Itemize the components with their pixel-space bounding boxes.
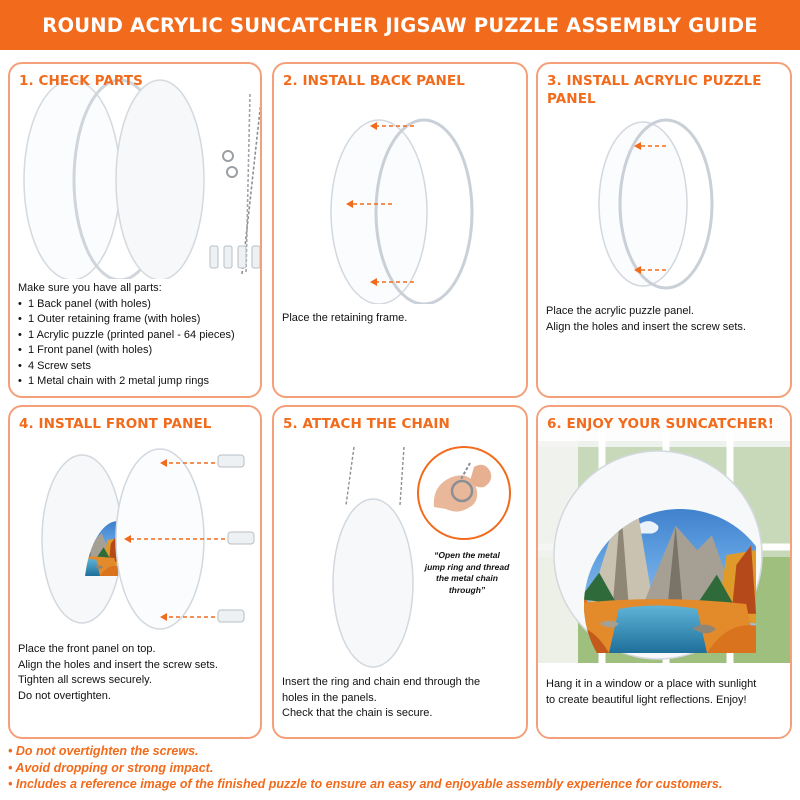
step-3-text [546, 304, 784, 335]
step-4-text [18, 642, 254, 704]
step-1-card [8, 62, 262, 398]
note-item: • Avoid dropping or strong impact. [8, 760, 214, 775]
instruction-line: Align the holes and insert the screw sets. [18, 658, 218, 671]
instruction-line: Place the retaining frame. [282, 312, 408, 324]
instruction-line: Hang it in a window or a place with sunlight [546, 678, 757, 690]
instruction-line: to create beautiful light reflections. Enjoy! [546, 693, 747, 706]
step-title: 4. INSTALL FRONT PANEL [19, 416, 212, 432]
parts-illustration [10, 64, 262, 279]
instruction-line: Check that the chain is secure. [282, 707, 433, 719]
step-title: 2. INSTALL BACK PANEL [283, 73, 465, 89]
step-title: 3. INSTALL ACRYLIC PUZZLE PANEL [547, 73, 762, 107]
step-6-text [546, 677, 784, 708]
instruction-line: Insert the ring and chain end through the [282, 676, 481, 688]
jump-ring-quote: “Open the metal jump ring and thread the metal chain through” [424, 550, 510, 595]
header-banner [0, 0, 800, 50]
step-5-card [272, 405, 528, 739]
note-item: • Includes a reference image of the finished puzzle to ensure an easy and enjoyable assembly experience for customers. [8, 777, 723, 791]
step-6-card [536, 405, 792, 739]
step-1-text [18, 281, 254, 390]
chain-illustration [274, 407, 528, 673]
step-title: 1. CHECK PARTS [19, 73, 143, 89]
step-3-card [536, 62, 792, 398]
instruction-line: Tighten all screws securely. [18, 674, 152, 686]
guide-title: ROUND ACRYLIC SUNCATCHER JIGSAW PUZZLE ASSEMBLY GUIDE [42, 13, 758, 37]
jump-ring-closeup-icon [418, 447, 510, 539]
step-2-text [282, 311, 520, 327]
step-title: 6. ENJOY YOUR SUNCATCHER! [547, 416, 775, 432]
instruction-line: Place the acrylic puzzle panel. [546, 305, 694, 317]
metal-chain-icon [346, 447, 404, 505]
finished-suncatcher-icon [554, 451, 762, 659]
jump-rings-icon [223, 151, 237, 177]
note-item: • Do not overtighten the screws. [8, 744, 199, 758]
instruction-line: Place the front panel on top. [18, 643, 156, 655]
screw-sets-icon [210, 246, 260, 268]
parts-intro: Make sure you have all parts: [18, 282, 162, 294]
front-panel-illustration [10, 407, 262, 639]
part-item: • 1 Metal chain with 2 metal jump rings [18, 374, 254, 390]
back-panel-disc-icon [24, 80, 120, 279]
step-4-card [8, 405, 262, 739]
back-panel-disc-icon [331, 120, 427, 304]
part-item: • 1 Acrylic puzzle (printed panel - 64 pieces) [18, 328, 254, 344]
step-2-card [272, 62, 528, 398]
instruction-line: Align the holes and insert the screw sets. [546, 320, 746, 333]
part-item: • 1 Front panel (with holes) [18, 343, 254, 359]
part-item: • 1 Outer retaining frame (with holes) [18, 312, 254, 328]
part-item: • 4 Screw sets [18, 359, 254, 375]
instruction-line: holes in the panels. [282, 691, 377, 704]
safety-notes [8, 743, 798, 793]
step-title: 5. ATTACH THE CHAIN [283, 416, 450, 432]
back-panel-illustration [274, 64, 528, 304]
instruction-line: Do not overtighten. [18, 689, 111, 702]
part-item: • 1 Back panel (with holes) [18, 297, 254, 313]
step-5-text [282, 675, 520, 722]
